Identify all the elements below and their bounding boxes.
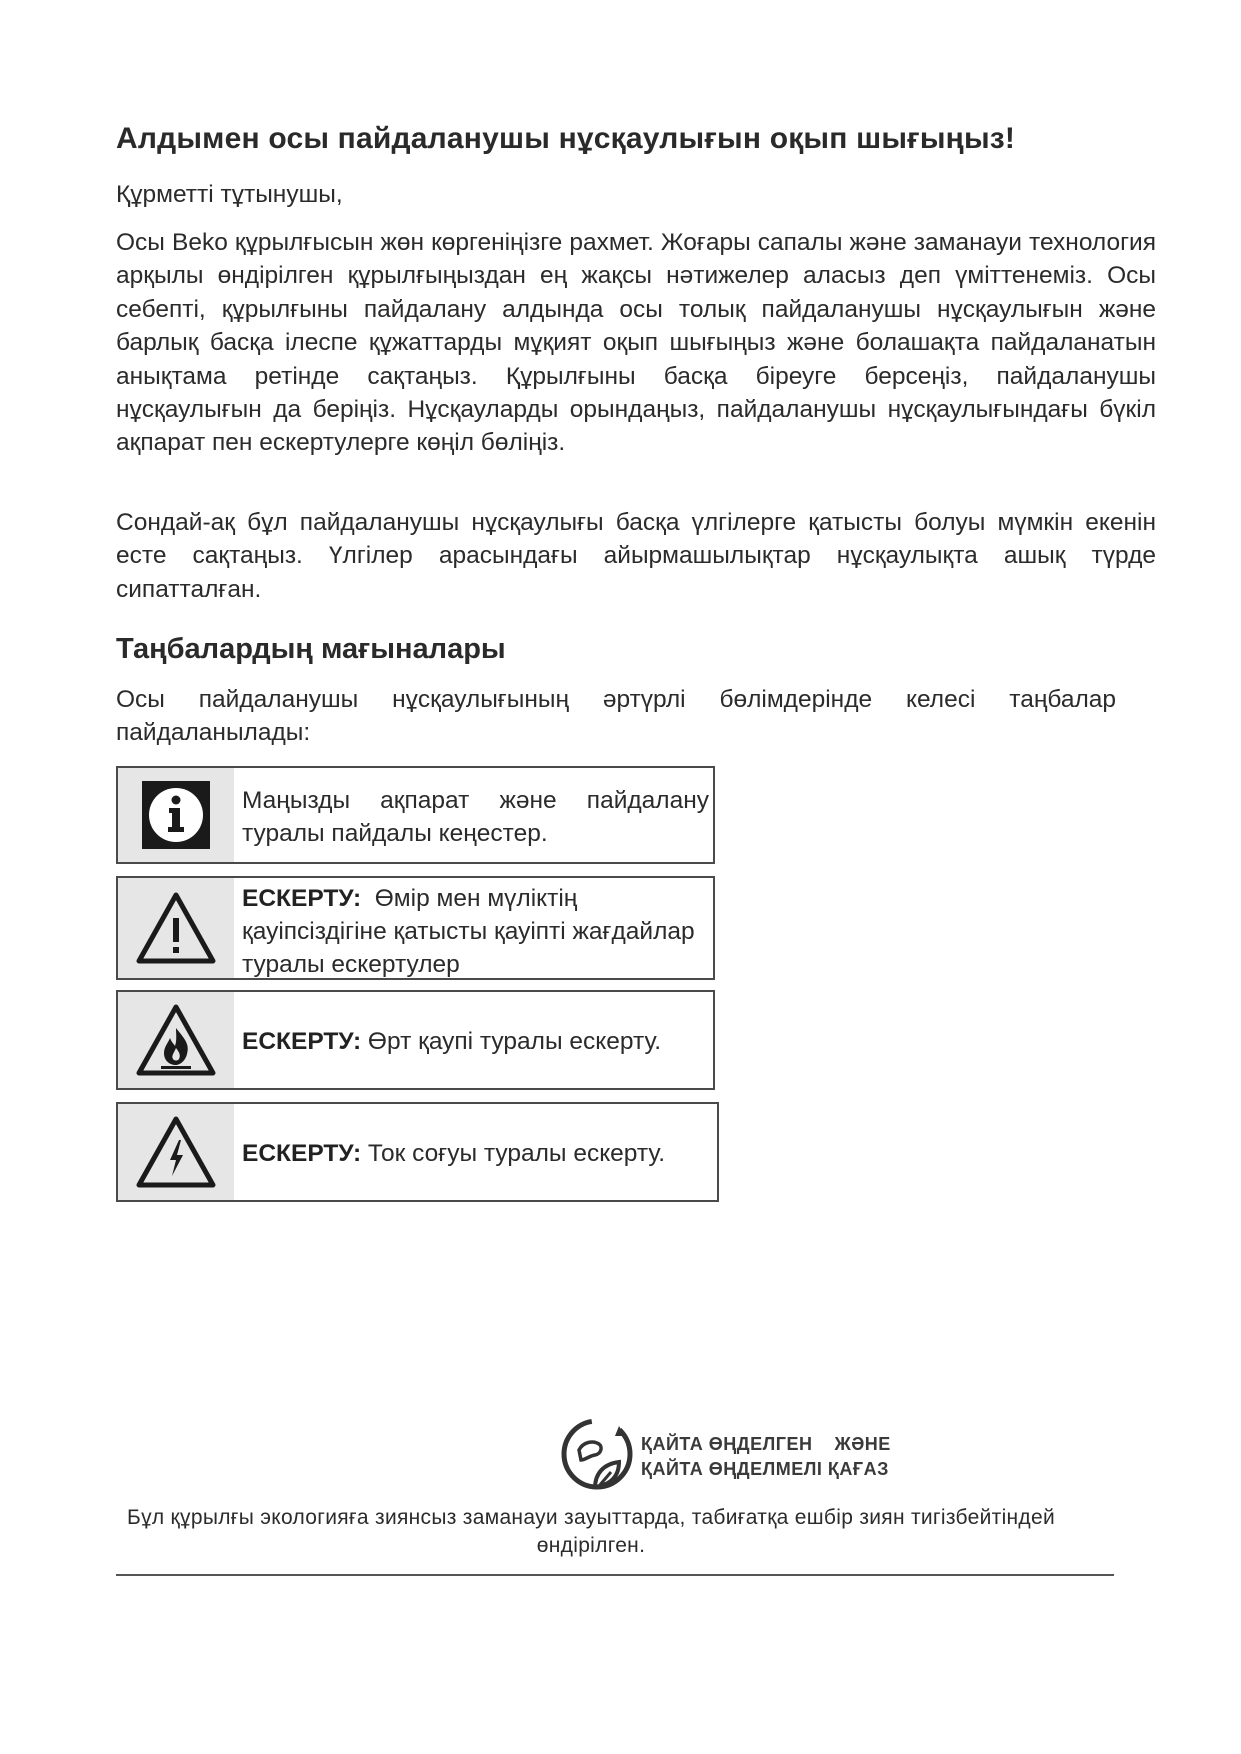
divider (116, 1574, 1114, 1576)
page-title: Алдымен осы пайдаланушы нұсқаулығын оқып шығыңыз! (116, 122, 1016, 155)
models-note-paragraph: Сондай-ақ бұл пайдаланушы нұсқаулығы басқа үлгілерге қатысты болуы мүмкін екенін есте сақтаңыз. Үлгілер арасындағы айырмашылықтар нұсқаулықта ашық түрде сипатталған. (116, 509, 1156, 603)
symbol-description (242, 882, 709, 981)
electric-warning-text: Ток соғуы туралы ескерту. (367, 1140, 665, 1167)
symbol-description (242, 1137, 713, 1170)
info-icon (118, 768, 234, 862)
warning-icon (118, 878, 234, 978)
symbol-warning-box (116, 876, 715, 980)
footer-note: Бұл құрылғы экологияға зиянсыз заманауи зауыттарда, табиғатқа ешбір зиян тигізбейтіндей өндірілген. (126, 1506, 1055, 1557)
symbol-description: Маңызды ақпарат және пайдалану туралы пайдалы кеңестер. (242, 787, 709, 847)
intro-paragraph: Осы Beko құрылғысын жөн көргеніңізге рахмет. Жоғары сапалы және заманауи технология арқылы өндірілген құрылғыңыздан ең жақсы нәтижелер аласыз деп үміттенеміз. Осы себепті, құрылғыны пайдалану алдында осы толық пайдаланушы нұсқаулығын және барлық басқа ілеспе құжаттарды мұқият оқып шығыңыз және болашақта пайдаланатын анықтама ретінде сақтаңыз. Құрылғыны басқа біреуге берсеңіз, пайдаланушы нұсқаулығын да беріңіз. Нұсқауларды орындаңыз, пайдаланушы нұсқаулығындағы бүкіл ақпарат пен ескертулерге көңіл бөліңіз. (116, 229, 1156, 457)
electric-shock-warning-icon (118, 1104, 234, 1200)
fire-warning-icon (118, 992, 234, 1088)
logo-line-1: ҚАЙТА ӨҢДЕЛГЕН ЖӘНЕ (641, 1434, 891, 1454)
warning-label: ЕСКЕРТУ: (242, 885, 362, 912)
symbols-intro: Осы пайдаланушы нұсқаулығының әртүрлі бөлімдерінде келесі таңбалар пайдаланылады: (116, 686, 1116, 747)
warning-label: ЕСКЕРТУ: (242, 1028, 362, 1055)
symbol-description (242, 1025, 709, 1058)
fire-warning-text: Өрт қаупі туралы ескерту. (367, 1028, 662, 1055)
recycled-paper-logo (559, 1414, 919, 1498)
logo-text (641, 1432, 891, 1482)
symbols-heading: Таңбалардың мағыналары (116, 633, 506, 665)
symbol-electric-box (116, 1102, 719, 1202)
symbol-info-box (116, 766, 715, 864)
greeting: Құрметті тұтынушы, (116, 181, 343, 208)
warning-text: Өмір мен мүліктің қауіпсіздігіне қатысты қауіпті жағдайлар туралы ескертулер (242, 885, 695, 978)
symbol-fire-box (116, 990, 715, 1090)
logo-line-2: ҚАЙТА ӨҢДЕЛМЕЛІ ҚАҒАЗ (641, 1459, 889, 1479)
warning-label: ЕСКЕРТУ: (242, 1140, 362, 1167)
recycled-paper-icon (559, 1414, 637, 1498)
